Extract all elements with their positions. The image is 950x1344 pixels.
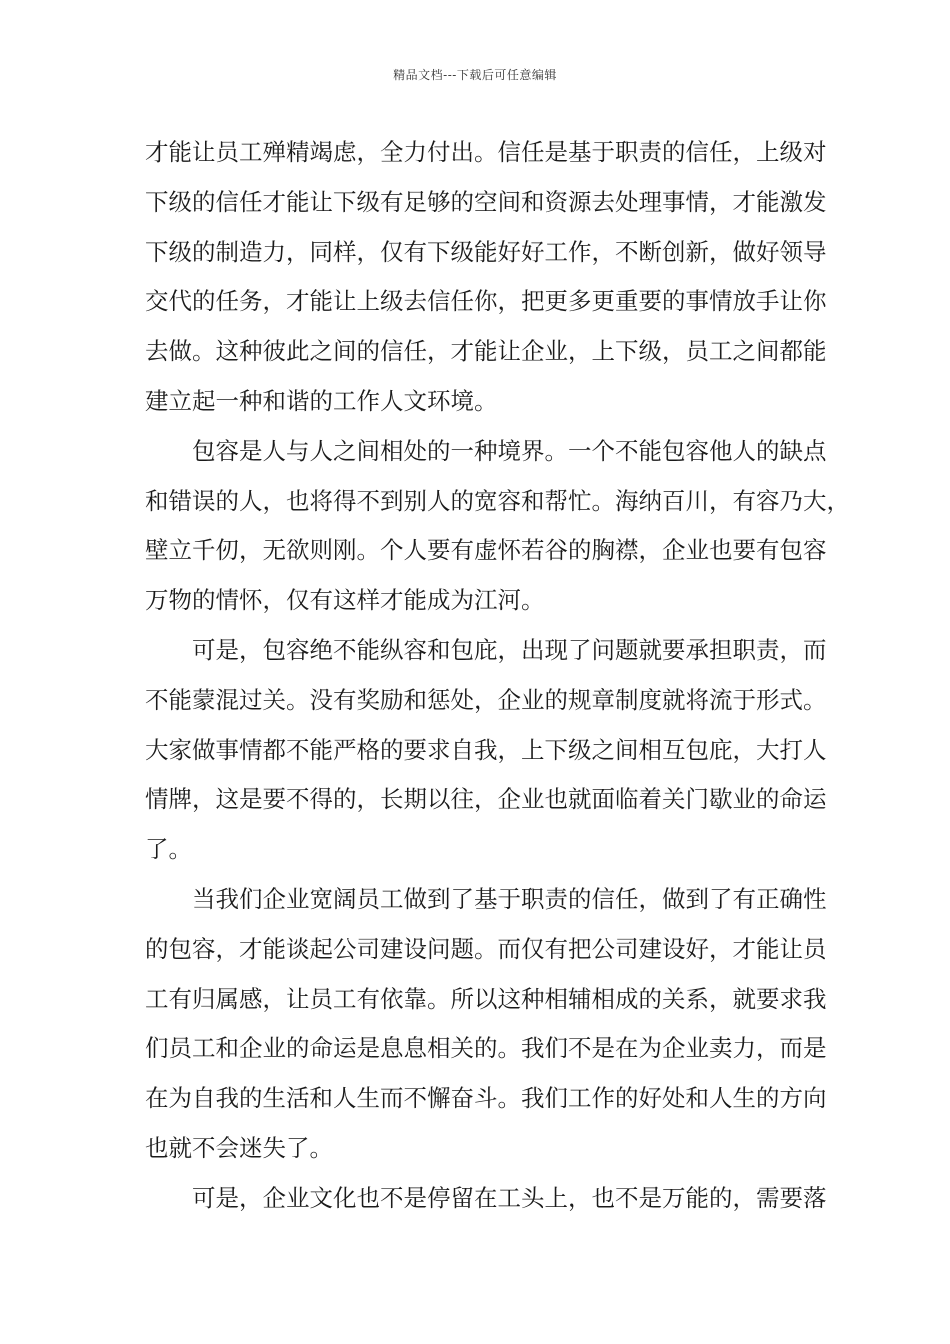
text-line: 万物的情怀，仅有这样才能成为江河。: [145, 586, 545, 615]
page-header: 精品文档---下载后可任意编辑: [393, 68, 557, 82]
text-line: 去做。这种彼此之间的信任，才能让企业，上下级，员工之间都能: [145, 337, 827, 366]
text-line: 交代的任务，才能让上级去信任你，把更多更重要的事情放手让你: [145, 287, 827, 316]
paragraph: [145, 1174, 825, 1224]
text-line: 壁立千仞，无欲则刚。个人要有虚怀若谷的胸襟，企业也要有包容: [145, 536, 827, 565]
text-line: 才能让员工殚精竭虑，全力付出。信任是基于职责的信任，上级对: [145, 138, 827, 166]
text-line: 了。: [145, 835, 192, 864]
text-line: 们员工和企业的命运是息息相关的。我们不是在为企业卖力，而是: [145, 1034, 827, 1063]
text-line: 可是，企业文化也不是停留在工头上，也不是万能的，需要落: [192, 1183, 827, 1212]
text-line: 当我们企业宽阔员工做到了基于职责的信任，做到了有正确性: [192, 884, 827, 913]
text-line: 可是，包容绝不能纵容和包庇，出现了问题就要承担职责，而: [192, 635, 827, 664]
text-line: 情牌，这是要不得的，长期以往，企业也就面临着关门歇业的命运: [145, 785, 827, 814]
text-line: 工有归属感，让员工有依靠。所以这种相辅相成的关系，就要求我: [145, 984, 827, 1013]
text-line: 包容是人与人之间相处的一种境界。一个不能包容他人的缺点: [192, 436, 827, 465]
text-line: 在为自我的生活和人生而不懈奋斗。我们工作的好处和人生的方向: [145, 1084, 827, 1113]
text-line: 下级的信任才能让下级有足够的空间和资源去处理事情，才能激发: [145, 187, 827, 216]
text-line: 不能蒙混过关。没有奖励和惩处，企业的规章制度就将流于形式。: [145, 685, 827, 714]
paragraph: [145, 128, 825, 427]
text-line: 大家做事情都不能严格的要求自我，上下级之间相互包庇，大打人: [145, 735, 827, 764]
document-body: [145, 128, 850, 1224]
text-line: 的包容，才能谈起公司建设问题。而仅有把公司建设好，才能让员: [145, 934, 827, 963]
paragraph: [145, 427, 850, 626]
text-line: 也就不会迷失了。: [145, 1133, 333, 1162]
text-line: 和错误的人，也将得不到别人的宽容和帮忙。海纳百川，有容乃大，: [145, 486, 850, 515]
paragraph: [145, 626, 825, 875]
text-line: 建立起一种和谐的工作人文环境。: [145, 386, 498, 415]
paragraph: [145, 875, 825, 1174]
text-line: 下级的制造力，同样，仅有下级能好好工作，不断创新，做好领导: [145, 237, 827, 266]
